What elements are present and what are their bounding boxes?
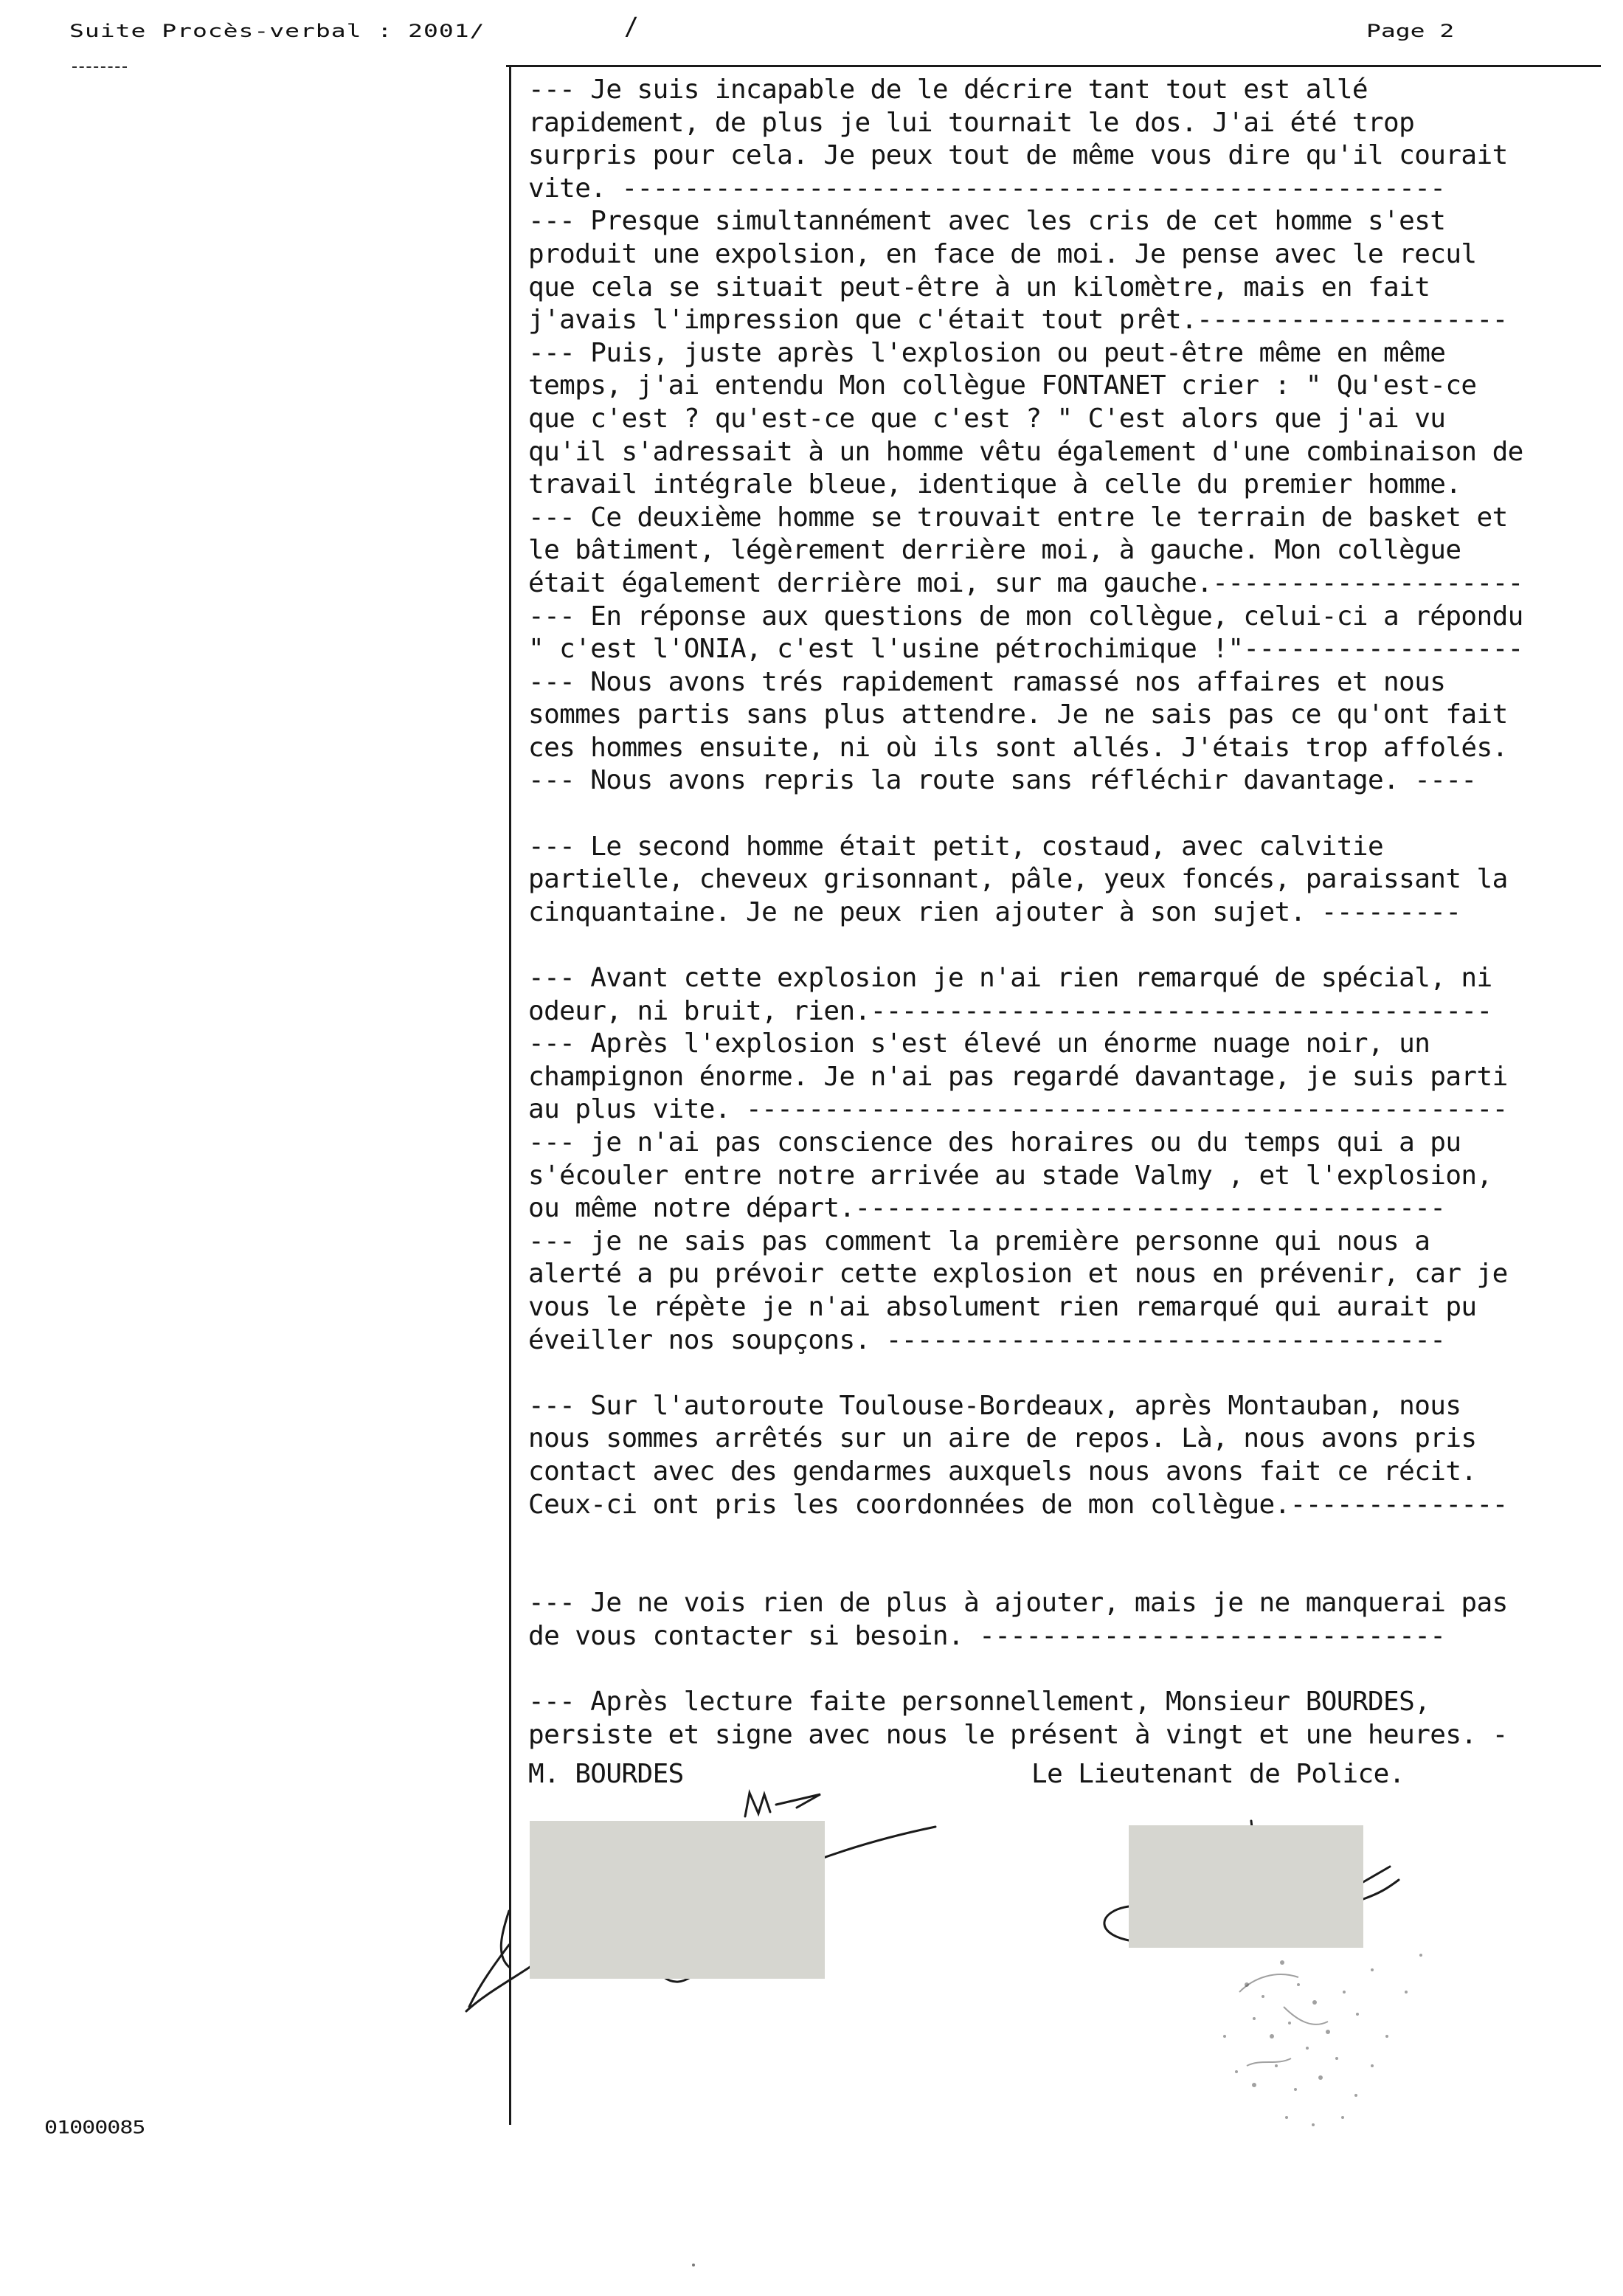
text-line: partielle, cheveux grisonnant, pâle, yeux foncés, paraissant la — [528, 864, 1508, 895]
text-line: nous sommes arrêtés sur un aire de repos. Là, nous avons pris — [528, 1423, 1477, 1454]
text-line: ces hommes ensuite, ni où ils sont allés. J'étais trop affolés. — [528, 732, 1508, 763]
header-title: Suite Procès-verbal : 2001/ — [69, 20, 485, 41]
text-line: --- Sur l'autoroute Toulouse-Bordeaux, après Montauban, nous — [528, 1390, 1461, 1421]
text-line: champignon énorme. Je n'ai pas regardé davantage, je suis parti — [528, 1061, 1508, 1092]
text-line: vous le répète je n'ai absolument rien remarqué qui aurait pu — [528, 1291, 1477, 1322]
text-line: --- Je suis incapable de le décrire tant tout est allé — [528, 75, 1368, 105]
text-line: ou même notre départ.-------------------------------------- — [528, 1193, 1446, 1224]
text-line: --- Le second homme était petit, costaud, avec calvitie — [528, 831, 1384, 862]
text-line: surpris pour cela. Je peux tout de même vous dire qu'il courait — [528, 140, 1508, 171]
text-line: cinquantaine. Je ne peux rien ajouter à son sujet. --------- — [528, 896, 1461, 927]
text-line: --- En réponse aux questions de mon collègue, celui-ci a répondu — [528, 601, 1523, 632]
text-line: produit une expolsion, en face de moi. Je pense avec le recul — [528, 238, 1477, 269]
redaction-box-right — [1129, 1825, 1363, 1948]
text-line: travail intégrale bleue, identique à celle du premier homme. — [528, 469, 1461, 500]
page-number: Page 2 — [1366, 20, 1455, 41]
text-line: s'écouler entre notre arrivée au stade Valmy , et l'explosion, — [528, 1160, 1492, 1191]
text-line: temps, j'ai entendu Mon collègue FONTANET crier : " Qu'est-ce — [528, 370, 1477, 401]
text-line: --- je n'ai pas conscience des horaires ou du temps qui a pu — [528, 1127, 1461, 1158]
text-line — [528, 798, 1576, 831]
text-line: rapidement, de plus je lui tournait le dos. J'ai été trop — [528, 107, 1415, 138]
text-line: --- Nous avons repris la route sans réfléchir davantage. ---- — [528, 765, 1477, 796]
text-line: était également derrière moi, sur ma gauche.-------------------- — [528, 567, 1523, 598]
statement-text — [528, 74, 1576, 1752]
text-line: --- Puis, juste après l'explosion ou peut-être même en même — [528, 337, 1446, 368]
text-line: au plus vite. ------------------------------------------------- — [528, 1094, 1508, 1125]
text-line: odeur, ni bruit, rien.---------------------------------------- — [528, 995, 1492, 1026]
text-line: --- Après l'explosion s'est élevé un énorme nuage noir, un — [528, 1028, 1430, 1059]
text-line: Ceux-ci ont pris les coordonnées de mon collègue.-------------- — [528, 1489, 1508, 1520]
text-line: --- Ce deuxième homme se trouvait entre le terrain de basket et — [528, 502, 1508, 533]
header-separator: / — [624, 12, 639, 41]
text-line: que cela se situait peut-être à un kilomètre, mais en fait — [528, 272, 1430, 302]
text-line — [528, 929, 1576, 962]
stamp-marks — [1239, 1974, 1328, 2066]
header-rule — [506, 65, 1601, 67]
text-line: sommes partis sans plus attendre. Je ne sais pas ce qu'ont fait — [528, 699, 1508, 730]
text-line: alerté a pu prévoir cette explosion et nous en prévenir, car je — [528, 1259, 1508, 1290]
text-line: vite. ----------------------------------------------------- — [528, 173, 1446, 204]
text-line: --- Je ne vois rien de plus à ajouter, mais je ne manquerai pas — [528, 1588, 1508, 1619]
signature-labels — [528, 1757, 1576, 1791]
text-line: que c'est ? qu'est-ce que c'est ? " C'est alors que j'ai vu — [528, 403, 1446, 434]
text-line: persiste et signe avec nous le présent à vingt et une heures. - — [528, 1719, 1508, 1750]
bottom-mark — [692, 2264, 695, 2266]
officer-title: Le Lieutenant de Police. — [1031, 1759, 1405, 1789]
text-line: --- Après lecture faite personnellement, Monsieur BOURDES, — [528, 1687, 1430, 1718]
text-line: contact avec des gendarmes auxquels nous avons fait ce récit. — [528, 1456, 1477, 1487]
margin-rule — [509, 66, 511, 2125]
redaction-box-left — [530, 1821, 825, 1979]
text-line: --- Avant cette explosion je n'ai rien remarqué de spécial, ni — [528, 963, 1492, 994]
signatory-name: M. BOURDES — [528, 1759, 684, 1789]
header-dash-rule — [72, 66, 127, 69]
text-line: --- Presque simultannément avec les cris de cet homme s'est — [528, 206, 1446, 237]
text-line — [528, 1521, 1576, 1555]
official-stamp — [1223, 1954, 1422, 2126]
text-line — [528, 1357, 1576, 1390]
text-line — [528, 1555, 1576, 1588]
text-line: j'avais l'impression que c'était tout prêt.-------------------- — [528, 305, 1508, 336]
text-line: le bâtiment, légèrement derrière moi, à gauche. Mon collègue — [528, 535, 1461, 566]
text-line: " c'est l'ONIA, c'est l'usine pétrochimique !"------------------ — [528, 634, 1523, 665]
text-line: éveiller nos soupçons. ------------------------------------ — [528, 1324, 1446, 1355]
document-number: 01000085 — [44, 2117, 145, 2138]
text-line: --- je ne sais pas comment la première personne qui nous a — [528, 1225, 1430, 1256]
text-line — [528, 1653, 1576, 1687]
text-line: qu'il s'adressait à un homme vêtu également d'une combinaison de — [528, 436, 1523, 467]
text-line: --- Nous avons trés rapidement ramassé nos affaires et nous — [528, 666, 1446, 697]
text-line: de vous contacter si besoin. ------------------------------ — [528, 1620, 1446, 1651]
